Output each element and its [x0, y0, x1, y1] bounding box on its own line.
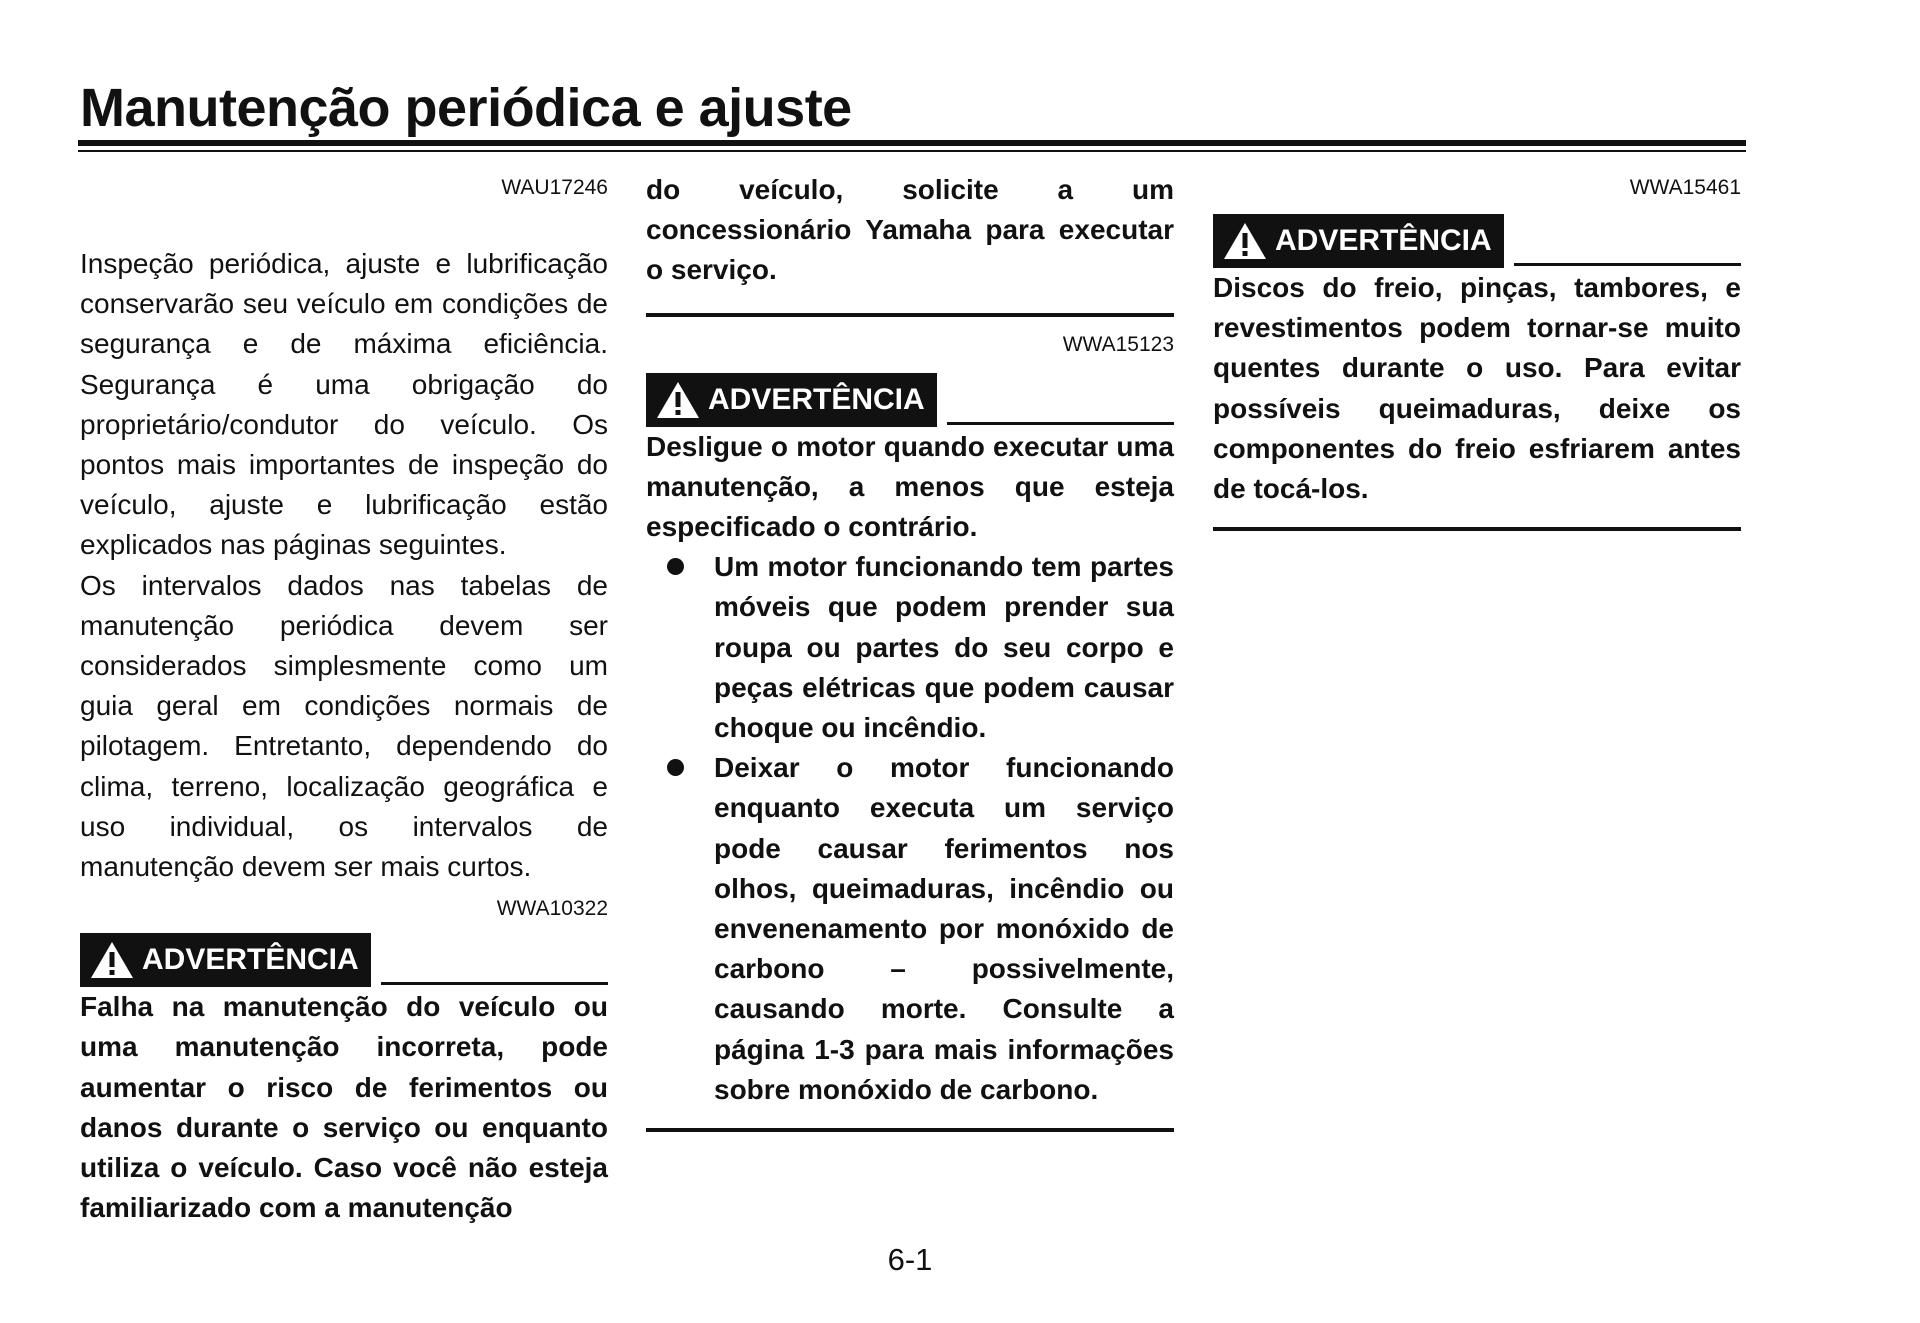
warning-badge	[1213, 214, 1504, 268]
warning-triangle-icon	[1223, 222, 1267, 260]
column-2	[646, 170, 1174, 1132]
page-title: Manutenção periódica e ajuste	[80, 78, 852, 138]
warning-rule	[1514, 263, 1741, 266]
warning-badge	[80, 933, 371, 987]
warning-text: Desligue o motor quando executar uma manutenção, a menos que esteja especificado o contrário.	[646, 430, 1174, 543]
warning-triangle-icon	[656, 381, 700, 419]
warning-header	[646, 373, 1174, 427]
warning-text: Falha na manutenção do veículo ou uma manutenção incorreta, pode aumentar o risco de ferimentos ou danos durante o serviço ou enquanto utiliza o veículo. Caso você não esteja familiarizado com a manutenção	[80, 991, 608, 1224]
page-number: 6-1	[887, 1242, 933, 1277]
list-item: Deixar o motor funcionando enquanto executa um serviço pode causar ferimentos nos olhos, queimaduras, incêndio ou envenenamento por monóxido de carbono – possivelmente, causando morte. Consulte a página 1-3 para mais informações sobre monóxido de carbono.	[646, 748, 1174, 1110]
warning-label: ADVERTÊNCIA	[142, 943, 359, 977]
warning-end-rule	[646, 1128, 1174, 1132]
warning-code: WWA15123	[1062, 332, 1174, 356]
warning-rule	[381, 982, 608, 985]
warning-rule	[947, 422, 1174, 425]
intervals-paragraph: Os intervalos dados nas tabelas de manutenção periódica devem ser considerados simplesmente como um guia geral em condições normais de pilotagem. Entretanto, dependendo do clima, terreno, localização geográfica e uso individual, os intervalos de manutenção devem ser mais curtos.	[80, 569, 608, 883]
intro-paragraph: Inspeção periódica, ajuste e lubrificação conservarão seu veículo em condições de segurança e de máxima eficiência. Segurança é uma obrigação do proprietário/condutor do veículo. Os pontos mais importantes de inspeção do veículo, ajuste e lubrificação estão explicados nas páginas seguintes.	[80, 248, 608, 561]
column-1	[80, 170, 608, 1228]
warning-header	[80, 933, 608, 987]
title-rule	[78, 140, 1746, 146]
warning-text: Discos do freio, pinças, tambores, e revestimentos podem tornar-se muito quentes durante o uso. Para evitar possíveis queimaduras, deixe os componentes do freio esfriarem antes de tocá-los.	[1213, 272, 1741, 505]
warning-badge	[646, 373, 937, 427]
warning-end-rule	[1213, 527, 1741, 531]
warning-label: ADVERTÊNCIA	[1275, 224, 1492, 257]
list-item: Um motor funcionando tem partes móveis que podem prender sua roupa ou partes do seu corpo e peças elétricas que podem causar choque ou incêndio.	[646, 547, 1174, 748]
title-rule-secondary	[78, 150, 1746, 152]
warning-header	[1213, 214, 1741, 268]
column-3	[1213, 170, 1741, 531]
warning-code: WWA10322	[496, 897, 608, 921]
continued-warning-text: do veículo, solicite a um concessionário Yamaha para executar o serviço.	[646, 174, 1174, 286]
warning-bullet-list	[646, 547, 1174, 1110]
warning-label: ADVERTÊNCIA	[708, 382, 925, 416]
warning-code: WWA15461	[1629, 176, 1741, 199]
section-code: WAU17246	[501, 176, 608, 199]
warning-triangle-icon	[90, 941, 134, 979]
